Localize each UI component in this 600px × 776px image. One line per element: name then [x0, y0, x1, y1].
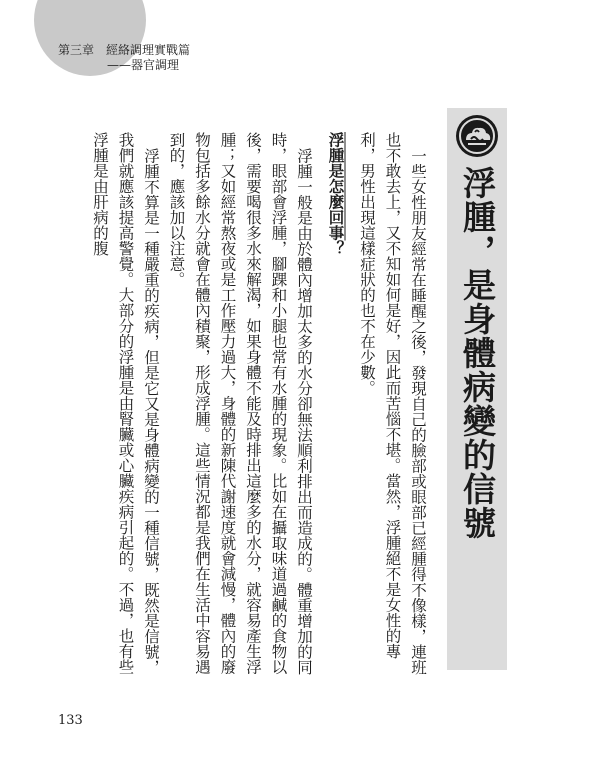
section-heading	[322, 132, 348, 682]
article-body	[70, 132, 430, 682]
section-heading-mark: ？	[326, 240, 345, 256]
article-title: 浮腫，是身體病變的信號	[458, 166, 497, 540]
intro-paragraph: 一些女性朋友經常在睡醒之後，發現自己的臉部或眼部已經腫得不像樣，連班也不敢去上，又不知如何是好，因此而苦惱不堪。當然，浮腫絕不是女性的專利，男性出現這樣症狀的也不在少數。	[358, 132, 427, 675]
section-subheader: ——器官調理	[107, 58, 180, 72]
page-number: 133	[58, 713, 83, 728]
cloud-swirl-emblem-icon	[454, 113, 500, 159]
section-heading-text: 浮腫是怎麼回事	[326, 132, 345, 241]
body-paragraph-2: 浮腫不算是一種嚴重的疾病，但是它又是身體病變的一種信號，既然是信號，我們就應該提高警覺。大部分的浮腫是由腎臟或心臟疾病引起的。不過，也有些浮腫是由肝病的腹	[91, 132, 160, 675]
chapter-header: 第三章 經絡調理實戰篇	[58, 43, 191, 57]
body-paragraph-1: 浮腫一般是由於體內增加太多的水分卻無法順利排出而造成的。體重增加的同時，眼部會浮腫，腳踝和小腿也常有水腫的現象。比如在攝取味道過鹹的食物以後，需要喝很多水來解渴，如果身體不能及時排出這麼多的水分，就容易產生浮腫；又如經常熬夜或是工作壓力過大，身體的新陳代謝速度就會減慢，體內的廢物包括多餘水分就會在體內積聚，形成浮腫。這些情況都是我們在生活中容易遇到的，應該加以注意。	[167, 132, 313, 675]
